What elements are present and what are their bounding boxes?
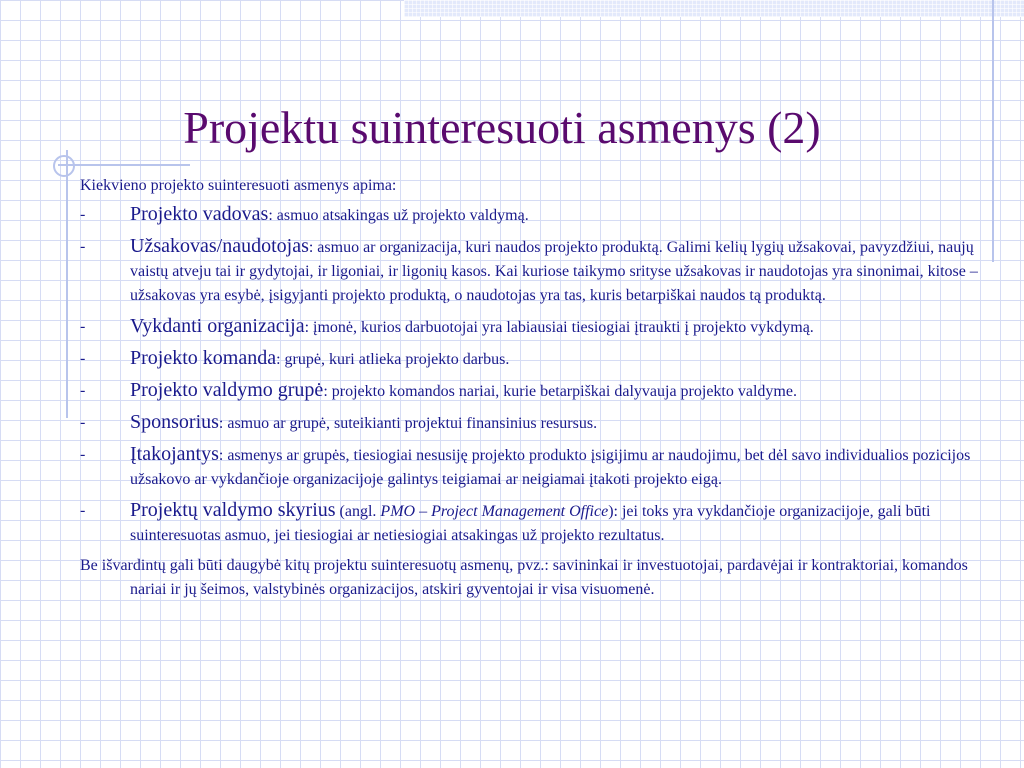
- item-term: Įtakojantys: [130, 443, 219, 465]
- bullet-dash: -: [80, 206, 86, 223]
- bullet-dash: -: [80, 414, 86, 431]
- list-item: [80, 346, 990, 372]
- decorative-top-band: [404, 0, 1024, 17]
- item-description: : įmonė, kurios darbuotojai yra labiausiai tiesiogiai įtraukti į projekto vykdymą.: [304, 319, 814, 336]
- bullet-dash: -: [80, 238, 86, 255]
- bullet-dash: -: [80, 350, 86, 367]
- slide-title: Projektu suinteresuoti asmenys (2): [183, 102, 821, 153]
- bullet-dash: -: [80, 382, 86, 399]
- item-term: Projektų valdymo skyrius: [130, 499, 336, 521]
- item-term: Užsakovas/naudotojas: [130, 235, 309, 257]
- slide-content: [80, 174, 990, 602]
- pmo-abbreviation: PMO – Project Management Office: [380, 503, 609, 520]
- item-description: : asmenys ar grupės, tiesiogiai nesusiję projekto produkto įsigijimu ar naudojimu, bet dėl savo individualios pozicijos užsakovo ar vykdančioje organizacijoje galintys teigiamai ar neigiamai įtakoti projekto eigą.: [130, 447, 971, 488]
- closing-text: Be išvardintų gali būti daugybė kitų projektu suinteresuotų asmenų, pvz.: savininkai ir investuotojai, pardavėjai ir kontraktoriai, komandos nariai ir jų šeimos, valstybinės organizacijos, atskiri gyventojai ir visa visuomenė.: [80, 557, 968, 598]
- decorative-horizontal-line: [58, 164, 190, 166]
- decorative-left-line: [66, 150, 68, 418]
- list-item: [80, 202, 990, 228]
- item-term: Projekto vadovas: [130, 203, 269, 225]
- item-description: : asmuo atsakingas už projekto valdymą.: [268, 207, 529, 224]
- item-description: : asmuo ar grupė, suteikianti projektui finansinius resursus.: [218, 415, 598, 432]
- list-item: [80, 442, 990, 492]
- item-description: : grupė, kuri atlieka projekto darbus.: [276, 351, 510, 368]
- bullet-dash: -: [80, 446, 86, 463]
- list-item-pmo: [80, 498, 990, 548]
- item-term: Projekto valdymo grupė: [130, 379, 324, 401]
- item-term: Sponsorius: [130, 411, 219, 433]
- list-item: [80, 378, 990, 404]
- item-description: : projekto komandos nariai, kurie betarpiškai dalyvauja projekto valdyme.: [323, 383, 797, 400]
- list-item: [80, 234, 990, 308]
- item-term: Vykdanti organizacija: [130, 315, 305, 337]
- bullet-dash: -: [80, 502, 86, 519]
- item-description: : asmuo ar organizacija, kuri naudos projekto produktą. Galimi kelių lygių užsakovai, pavyzdžiui, naujų vaistų atveju tai ir gydytojai, ir ligoniai, ir ligonių kasos. Kai kuriose taikymo srityse užsakovas ir naudotojas yra sinonimai, kitose – užsakovas yra esybė, įsigyjanti projekto produktą, o naudotojas yra tas, kuris betarpiškai naudos tą produktą.: [130, 239, 978, 304]
- bullet-dash: -: [80, 318, 86, 335]
- intro-text: Kiekvieno projekto suinteresuoti asmenys apima:: [80, 177, 397, 194]
- item-paren-open: (angl.: [335, 503, 381, 520]
- list-item: [80, 314, 990, 340]
- item-description: ): jei toks yra vykdančioje organizacijoje, gali būti suinteresuotas asmuo, jei tiesiogiai ar netiesiogiai atsakingas už projekto rezultatus.: [130, 503, 931, 544]
- item-term: Projekto komanda: [130, 347, 277, 369]
- list-item: [80, 410, 990, 436]
- decorative-circle: [53, 155, 75, 177]
